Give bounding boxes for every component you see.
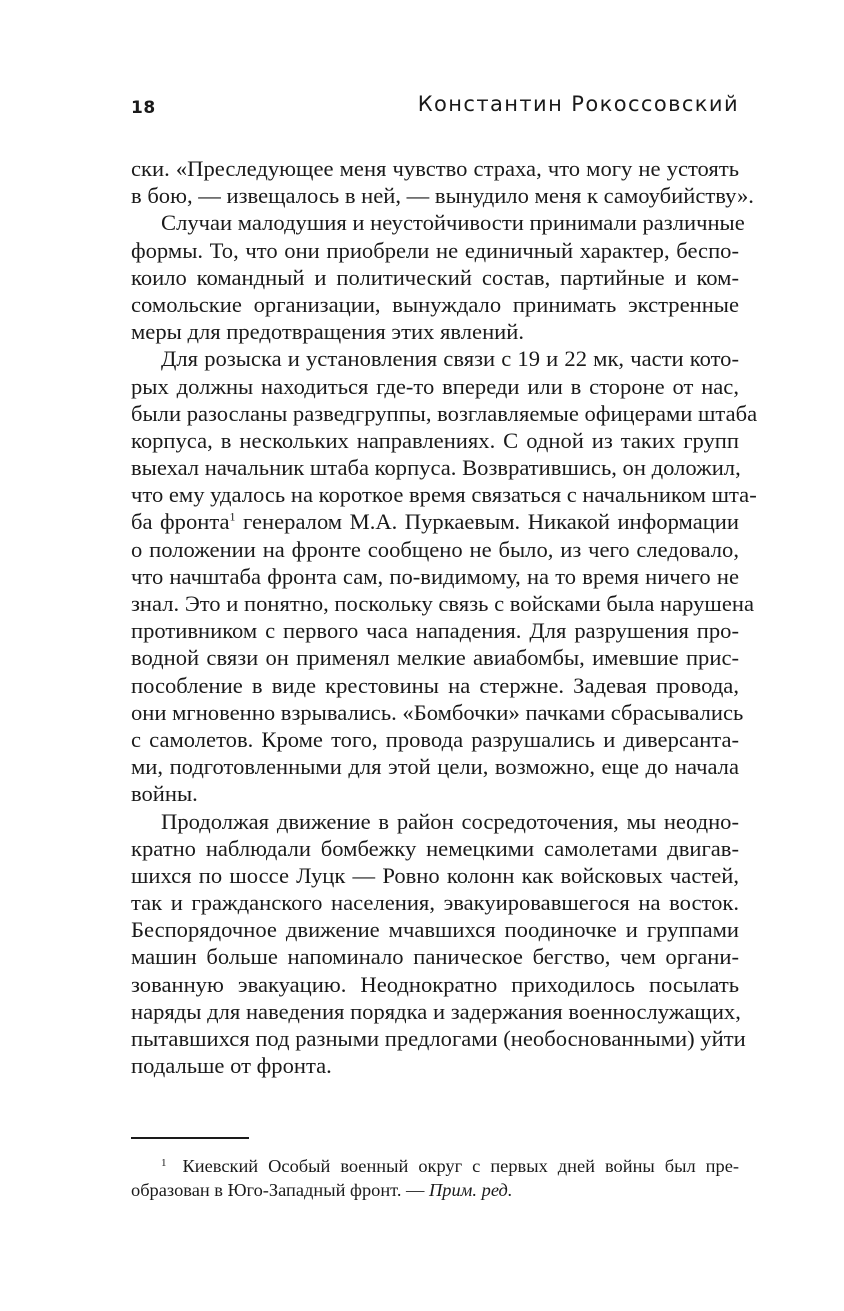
- text-line: с самолетов. Кроме того, провода разрушались и диверсанта-: [131, 726, 739, 752]
- text-fragment: ба фронта: [131, 509, 230, 535]
- text-line: машин больше напоминало паническое бегство, чем органи-: [131, 944, 739, 970]
- footnote-text: Киевский Особый военный округ с первых дней войны был пре-: [182, 1156, 739, 1176]
- footnote-marker: 1: [161, 1157, 167, 1169]
- text-line: что ему удалось на короткое время связаться с начальником шта-: [131, 482, 757, 508]
- footnote-editor-note: Прим. ред.: [429, 1180, 513, 1201]
- text-line-with-footnote: [131, 508, 739, 535]
- running-title: Константин Рокоссовский: [417, 92, 739, 116]
- text-line: были разосланы разведгруппы, возглавляемые офицерами штаба: [131, 400, 758, 426]
- text-line: противником с первого часа нападения. Для разрушения про-: [131, 618, 739, 644]
- text-line: пособление в виде крестовины на стержне. Задевая провода,: [131, 672, 739, 698]
- text-line: знал. Это и понятно, поскольку связь с войсками была нарушена: [131, 591, 754, 616]
- text-line: Для розыска и установления связи с 19 и 22 мк, части кото-: [161, 346, 739, 372]
- page-header: [131, 92, 739, 126]
- text-line: коило командный и политический состав, партийные и ком-: [131, 264, 739, 290]
- text-line: выехал начальник штаба корпуса. Возвратившись, он доложил,: [131, 455, 741, 481]
- text-line: наряды для наведения порядка и задержания военнослужащих,: [131, 998, 741, 1024]
- footnote-line: [131, 1178, 739, 1202]
- text-line: так и гражданского населения, эвакуировавшегося на восток.: [131, 890, 739, 916]
- text-line: Беспорядочное движение мчавшихся поодиночке и группами: [131, 917, 739, 943]
- text-line: формы. То, что они приобрели не единичный характер, беспо-: [131, 237, 739, 263]
- text-line: в бою, — извещалось в ней, — вынудило меня к самоубийству».: [131, 183, 754, 209]
- text-line: шихся по шоссе Луцк — Ровно колонн как войсковых частей,: [131, 862, 739, 888]
- footnote-line: [131, 1151, 739, 1178]
- text-line: о положении на фронте сообщено не было, из чего следовало,: [131, 536, 739, 562]
- text-line: они мгновенно взрывались. «Бомбочки» пачками сбрасывались: [131, 699, 744, 725]
- footnote: [131, 1151, 739, 1202]
- text-line: Продолжая движение в район сосредоточения, мы неодно-: [161, 808, 739, 834]
- text-line: что начштаба фронта сам, по-видимому, на то время ничего не: [131, 563, 739, 589]
- text-line: водной связи он применял мелкие авиабомбы, имевшие прис-: [131, 645, 739, 671]
- text-line: пытавшихся под разными предлогами (необоснованными) уйти: [131, 1026, 746, 1051]
- text-line: ски. «Преследующее меня чувство страха, что могу не устоять: [131, 156, 739, 181]
- footnote-text: образован в Юго-Западный фронт. —: [131, 1180, 430, 1201]
- footnote-reference[interactable]: 1: [229, 509, 236, 524]
- text-line: ми, подготовленными для этой цели, возможно, еще до начала: [131, 754, 739, 780]
- page-number: 18: [131, 98, 156, 118]
- text-line: корпуса, в нескольких направлениях. С одной из таких групп: [131, 427, 739, 453]
- text-line: кратно наблюдали бомбежку немецкими самолетами двигав-: [131, 835, 739, 861]
- body-text: [131, 155, 758, 1079]
- text-line: войны.: [131, 781, 198, 807]
- text-line: подальше от фронта.: [131, 1053, 332, 1079]
- text-line: рых должны находиться где-то впереди или в стороне от нас,: [131, 373, 739, 399]
- text-line: сомольские организации, вынуждало принимать экстренные: [131, 291, 739, 317]
- text-line: зованную эвакуацию. Неоднократно приходилось посылать: [131, 971, 739, 997]
- text-line: Случаи малодушия и неустойчивости принимали различные: [161, 210, 745, 236]
- footnote-divider: [131, 1137, 249, 1139]
- text-fragment: генералом М.А. Пуркаевым. Никакой информации: [235, 509, 739, 535]
- text-line: меры для предотвращения этих явлений.: [131, 319, 524, 345]
